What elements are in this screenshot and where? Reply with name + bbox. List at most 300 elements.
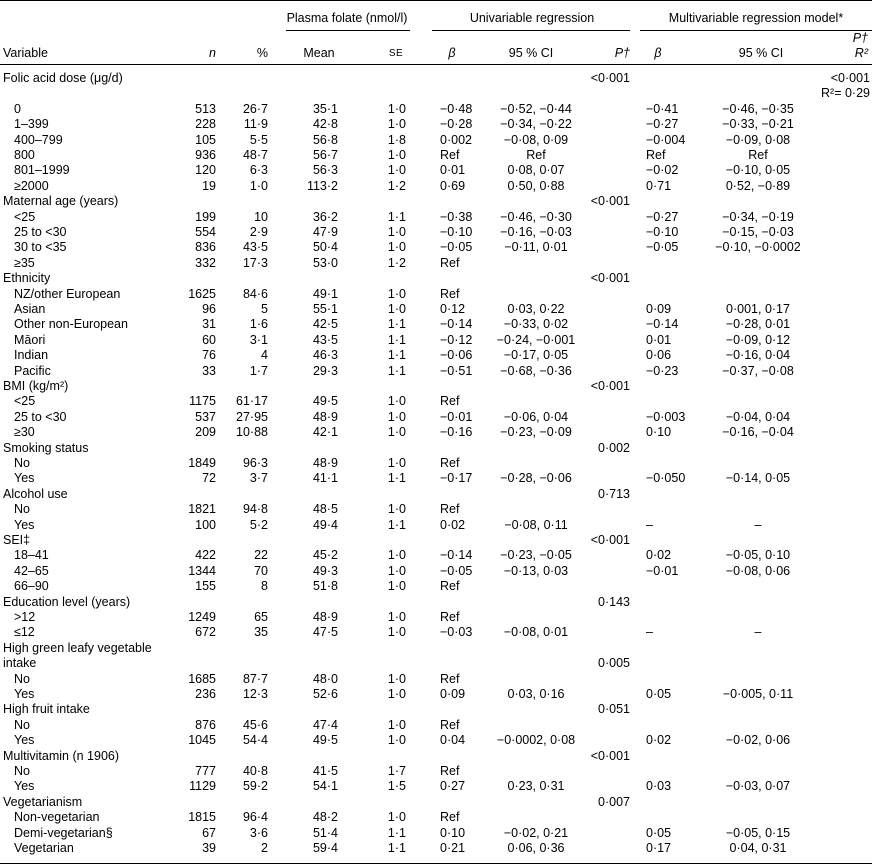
cell-n: 1175 xyxy=(189,394,216,409)
table-row xyxy=(0,409,872,425)
cell-b1: −0·38 xyxy=(440,209,473,224)
table-row xyxy=(0,532,872,548)
cell-n: 1821 xyxy=(188,502,216,517)
cell-n: 1045 xyxy=(188,733,216,748)
row-label: <25 xyxy=(14,394,36,409)
cell-pct: 35 xyxy=(254,625,268,640)
cell-pct: 65 xyxy=(254,610,268,624)
cell-pct: 27·95 xyxy=(236,409,268,424)
cell-b1: −0·05 xyxy=(440,240,473,255)
cell-n: 209 xyxy=(195,425,216,440)
cell-b1: −0·14 xyxy=(440,317,473,332)
cell-se: 1·0 xyxy=(387,579,406,594)
cell-se: 1·0 xyxy=(387,717,406,732)
table-row xyxy=(0,486,872,502)
cell-ci1: −0·46, −0·30 xyxy=(500,209,572,224)
row-label: 0 xyxy=(14,101,21,116)
cell-ci1: −0·23, −0·05 xyxy=(500,548,572,563)
cell-b2: −0·41 xyxy=(646,101,679,116)
bottom-rule xyxy=(0,863,872,864)
row-label: 801–1999 xyxy=(14,163,70,178)
cell-ci1: Ref xyxy=(526,148,546,162)
cell-b1: 0·10 xyxy=(440,825,466,840)
row-label: Folic acid dose (μg/d) xyxy=(3,71,123,85)
cell-mean: 51·8 xyxy=(312,579,338,594)
cell-mean: 41·5 xyxy=(312,764,338,778)
cell-pct: 70 xyxy=(254,563,268,578)
cell-n: 777 xyxy=(195,764,216,778)
cell-mean: 47·9 xyxy=(312,225,338,239)
table-row xyxy=(0,717,872,733)
cell-pct: 96·4 xyxy=(242,810,268,825)
cell-se: 1·1 xyxy=(387,332,406,347)
cell-mean: 48·5 xyxy=(312,502,338,517)
table-row xyxy=(0,147,872,163)
header-univariable: Univariable regression xyxy=(469,11,595,25)
row-label: 30 to <35 xyxy=(14,240,67,255)
col-n-header: n xyxy=(209,46,216,60)
table-row xyxy=(0,424,872,440)
table-row xyxy=(0,517,872,533)
cell-pct: 84·6 xyxy=(242,286,268,301)
cell-pct: 12·3 xyxy=(242,687,268,701)
table-row xyxy=(0,347,872,363)
table-row xyxy=(0,655,872,671)
cell-se: 1·0 xyxy=(387,117,406,132)
cell-b1: 0·002 xyxy=(440,132,472,147)
row-label: Ethnicity xyxy=(3,271,51,286)
cell-mean: 36·2 xyxy=(312,209,338,224)
cell-mean: 42·1 xyxy=(312,425,338,440)
cell-n: 936 xyxy=(195,148,216,162)
cell-b1: −0·12 xyxy=(440,332,473,347)
table-row xyxy=(0,116,872,132)
cell-n: 100 xyxy=(195,517,216,532)
cell-pct: 61·17 xyxy=(236,394,268,409)
row-label: Yes xyxy=(14,517,35,532)
row-label: Alcohol use xyxy=(3,486,68,501)
cell-ci2: −0·005, 0·11 xyxy=(722,687,794,701)
cell-ci2: Ref xyxy=(748,148,768,162)
cell-p: 0·002 xyxy=(598,440,630,455)
table-row xyxy=(0,686,872,702)
row-label: Yes xyxy=(14,733,35,748)
cell-pct: 2·9 xyxy=(249,225,268,239)
cell-mean: 56·7 xyxy=(312,148,338,162)
cell-n: 76 xyxy=(202,348,216,363)
col-ci-multi-header: 95 % CI xyxy=(738,46,784,60)
cell-ci1: −0·08, 0·09 xyxy=(503,132,569,147)
cell-ci1: −0·33, 0·02 xyxy=(503,317,569,332)
cell-b1: 0·02 xyxy=(440,517,466,532)
cell-b1: −0·03 xyxy=(440,625,473,640)
table-row xyxy=(0,270,872,286)
cell-se: 1·0 xyxy=(387,625,406,640)
table-row xyxy=(0,178,872,194)
cell-mean: 52·6 xyxy=(312,687,338,701)
cell-ci2: −0·04, 0·04 xyxy=(725,409,791,424)
cell-pct: 94·8 xyxy=(242,502,268,517)
row-label: Pacific xyxy=(14,363,51,378)
cell-se: 1·0 xyxy=(387,425,406,440)
cell-ci1: −0·16, −0·03 xyxy=(500,225,572,239)
table-row xyxy=(0,825,872,841)
cell-pm: R²= 0·29 xyxy=(821,86,870,101)
row-label: 25 to <30 xyxy=(14,409,67,424)
cell-mean: 48·2 xyxy=(312,810,338,825)
cell-b1: Ref xyxy=(440,148,460,162)
cell-se: 1·0 xyxy=(387,456,406,470)
cell-ci2: −0·08, 0·06 xyxy=(725,563,791,578)
cell-mean: 56·8 xyxy=(312,132,338,147)
cell-b1: Ref xyxy=(440,502,460,517)
table-row xyxy=(0,563,872,579)
cell-b2: – xyxy=(646,625,653,640)
row-label: No xyxy=(14,717,30,732)
cell-mean: 50·4 xyxy=(312,240,338,255)
cell-n: 876 xyxy=(195,717,216,732)
cell-pct: 96·3 xyxy=(242,456,268,470)
cell-n: 120 xyxy=(195,163,216,178)
cell-mean: 49·1 xyxy=(312,286,338,301)
row-label: >12 xyxy=(14,610,36,624)
cell-n: 554 xyxy=(195,225,216,239)
cell-n: 19 xyxy=(202,178,216,193)
cell-mean: 59·4 xyxy=(312,841,338,855)
col-pct-header: % xyxy=(256,46,268,60)
cell-se: 1·8 xyxy=(387,132,406,147)
cell-ci1: −0·28, −0·06 xyxy=(500,471,572,486)
table-row xyxy=(0,301,872,317)
cell-ci2: −0·15, −0·03 xyxy=(722,225,794,239)
cell-se: 1·2 xyxy=(387,178,406,193)
row-label: Māori xyxy=(14,332,46,347)
cell-ci2: −0·34, −0·19 xyxy=(722,209,794,224)
cell-pct: 45·6 xyxy=(242,717,268,732)
cell-pct: 48·7 xyxy=(242,148,268,162)
cell-p: 0·005 xyxy=(598,656,630,671)
cell-b2: 0·05 xyxy=(646,825,672,840)
cell-n: 537 xyxy=(195,409,216,424)
cell-pct: 1·0 xyxy=(249,178,268,193)
cell-p: <0·001 xyxy=(590,271,630,286)
cell-se: 1·0 xyxy=(387,394,406,409)
cell-se: 1·1 xyxy=(387,363,406,378)
cell-p: 0·007 xyxy=(598,794,630,809)
col-r2-multi-header: R² xyxy=(854,46,868,60)
row-label: <25 xyxy=(14,209,36,224)
cell-se: 1·1 xyxy=(387,825,406,840)
row-label: No xyxy=(14,764,30,778)
cell-ci1: −0·08, 0·11 xyxy=(504,517,568,532)
cell-se: 1·1 xyxy=(387,471,406,486)
cell-n: 836 xyxy=(195,240,216,255)
cell-mean: 55·1 xyxy=(312,302,338,316)
cell-se: 1·0 xyxy=(387,225,406,239)
cell-se: 1·5 xyxy=(387,779,406,794)
cell-b1: −0·17 xyxy=(440,471,473,486)
row-label: Multivitamin (n 1906) xyxy=(3,748,120,763)
cell-mean: 48·0 xyxy=(312,671,338,686)
table-row xyxy=(0,193,872,209)
cell-b2: −0·05 xyxy=(646,240,679,255)
cell-ci1: −0·02, 0·21 xyxy=(503,825,569,840)
cell-b2: −0·003 xyxy=(646,409,686,424)
cell-se: 1·0 xyxy=(387,733,406,748)
table-row xyxy=(0,378,872,394)
cell-pct: 11·9 xyxy=(243,117,268,132)
cell-n: 199 xyxy=(195,209,216,224)
cell-ci1: −0·08, 0·01 xyxy=(503,625,569,640)
cell-b1: −0·14 xyxy=(440,548,473,563)
cell-b1: Ref xyxy=(440,810,460,825)
cell-ci2: 0·52, −0·89 xyxy=(725,178,791,193)
cell-n: 1625 xyxy=(188,286,216,301)
cell-n: 33 xyxy=(202,363,216,378)
col-p-multi-header: P† xyxy=(852,31,868,45)
row-label: Demi-vegetarian§ xyxy=(14,825,113,840)
cell-ci1: −0·13, 0·03 xyxy=(503,563,569,578)
table-row xyxy=(0,132,872,148)
cell-pct: 8 xyxy=(261,579,268,594)
cell-pct: 1·7 xyxy=(249,363,268,378)
cell-mean: 53·0 xyxy=(312,255,338,270)
cell-n: 67 xyxy=(202,825,216,840)
cell-n: 1344 xyxy=(188,563,216,578)
row-label: 42–65 xyxy=(14,563,49,578)
cell-n: 422 xyxy=(195,548,216,563)
cell-n: 105 xyxy=(195,132,216,147)
cell-ci2: −0·05, 0·10 xyxy=(725,548,791,563)
table-row xyxy=(0,162,872,178)
cell-b2: 0·02 xyxy=(646,733,672,748)
table-row xyxy=(0,316,872,332)
cell-se: 1·7 xyxy=(387,764,406,778)
cell-b2: 0·01 xyxy=(646,332,672,347)
cell-pct: 59·2 xyxy=(242,779,268,794)
cell-mean: 49·4 xyxy=(312,517,338,532)
cell-b2: −0·27 xyxy=(646,117,679,132)
row-label: No xyxy=(14,502,30,517)
cell-ci1: −0·34, −0·22 xyxy=(500,117,572,132)
table-row xyxy=(0,255,872,271)
row-label: Yes xyxy=(14,687,35,701)
cell-n: 1849 xyxy=(188,456,216,470)
table-row xyxy=(0,609,872,625)
cell-b1: 0·27 xyxy=(440,779,466,794)
cell-p: <0·001 xyxy=(590,748,630,763)
cell-b2: −0·01 xyxy=(646,563,679,578)
cell-pm: <0·001 xyxy=(830,71,870,85)
cell-b2: Ref xyxy=(646,148,666,162)
table-row xyxy=(0,501,872,517)
row-label: ≥2000 xyxy=(14,178,49,193)
top-rule xyxy=(0,0,872,1)
cell-b2: 0·02 xyxy=(646,548,672,563)
row-label: BMI (kg/m²) xyxy=(3,379,69,393)
row-label: Maternal age (years) xyxy=(3,194,119,209)
cell-ci1: 0·23, 0·31 xyxy=(507,779,565,794)
cell-se: 1·0 xyxy=(387,563,406,578)
table-row xyxy=(0,224,872,240)
cell-se: 1·2 xyxy=(387,255,406,270)
cell-se: 1·0 xyxy=(387,687,406,701)
cell-b2: 0·10 xyxy=(646,425,672,440)
cell-se: 1·0 xyxy=(387,240,406,255)
cell-b1: −0·51 xyxy=(440,363,473,378)
cell-mean: 49·5 xyxy=(312,733,338,748)
cell-b1: −0·06 xyxy=(440,348,473,363)
cell-mean: 42·8 xyxy=(312,117,338,132)
cell-pct: 5 xyxy=(261,302,268,316)
cell-ci1: 0·03, 0·16 xyxy=(507,687,565,701)
row-label: Indian xyxy=(14,348,49,363)
cell-n: 155 xyxy=(195,579,216,594)
cell-ci2: −0·09, 0·08 xyxy=(725,132,791,147)
cell-n: 72 xyxy=(202,471,216,486)
cell-ci1: 0·08, 0·07 xyxy=(507,163,565,178)
cell-se: 1·1 xyxy=(387,348,406,363)
cell-mean: 56·3 xyxy=(312,163,338,178)
row-label: 1–399 xyxy=(14,117,49,132)
table-row xyxy=(0,393,872,409)
cell-mean: 51·4 xyxy=(312,825,338,840)
cell-b2: −0·02 xyxy=(646,163,679,178)
row-label: NZ/other European xyxy=(14,286,121,301)
cell-pct: 5·5 xyxy=(249,132,268,147)
cell-b1: Ref xyxy=(440,394,460,409)
cell-mean: 48·9 xyxy=(312,610,338,624)
row-label: Non-vegetarian xyxy=(14,810,100,825)
row-label: Asian xyxy=(14,302,46,316)
table-row xyxy=(0,209,872,225)
cell-n: 236 xyxy=(195,687,216,701)
cell-n: 39 xyxy=(202,841,216,855)
table-row xyxy=(0,778,872,794)
col-ci-uni-header: 95 % CI xyxy=(508,46,554,60)
cell-ci2: −0·02, 0·06 xyxy=(725,733,791,748)
table-row xyxy=(0,440,872,456)
cell-ci2: −0·33, −0·21 xyxy=(722,117,794,132)
cell-se: 1·1 xyxy=(387,209,406,224)
cell-ci2: −0·10, −0·0002 xyxy=(715,240,801,255)
table-row xyxy=(0,809,872,825)
cell-p: 0·051 xyxy=(598,702,630,717)
cell-ci2: −0·05, 0·15 xyxy=(725,825,791,840)
cell-pct: 10·88 xyxy=(236,425,268,440)
row-label: High fruit intake xyxy=(3,702,90,717)
cell-b2: −0·10 xyxy=(646,225,679,239)
cell-pct: 43·5 xyxy=(242,240,268,255)
cell-pct: 4 xyxy=(261,348,268,363)
cell-p: <0·001 xyxy=(590,379,630,393)
cell-ci1: −0·0002, 0·08 xyxy=(496,733,576,748)
cell-ci2: −0·46, −0·35 xyxy=(722,101,794,116)
col-mean-header: Mean xyxy=(303,46,335,60)
row-label: Vegetarian xyxy=(14,841,74,855)
table-row xyxy=(0,794,872,810)
cell-ci2: 0·001, 0·17 xyxy=(726,302,790,316)
cell-ci1: −0·17, 0·05 xyxy=(503,348,569,363)
cell-ci1: −0·11, 0·01 xyxy=(504,240,568,255)
cell-n: 228 xyxy=(195,117,216,132)
row-label: 18–41 xyxy=(14,548,49,563)
cell-se: 1·0 xyxy=(387,610,406,624)
cell-b1: 0·69 xyxy=(440,178,466,193)
cell-ci2: −0·16, −0·04 xyxy=(722,425,794,440)
cell-mean: 47·5 xyxy=(312,625,338,640)
cell-mean: 43·5 xyxy=(312,332,338,347)
row-label: 800 xyxy=(14,148,35,162)
cell-b1: −0·28 xyxy=(440,117,473,132)
cell-b2: −0·14 xyxy=(646,317,679,332)
cell-mean: 46·3 xyxy=(312,348,338,363)
cell-ci2: −0·14, 0·05 xyxy=(725,471,791,486)
cell-b2: 0·71 xyxy=(646,178,672,193)
cell-pct: 5·2 xyxy=(249,517,268,532)
cell-pct: 54·4 xyxy=(242,733,268,748)
table-row xyxy=(0,286,872,302)
cell-pct: 3·6 xyxy=(249,825,268,840)
col-variable-header: Variable xyxy=(3,46,48,60)
cell-n: 96 xyxy=(202,302,216,316)
table-row xyxy=(0,594,872,610)
cell-se: 1·0 xyxy=(387,671,406,686)
cell-ci2: −0·16, 0·04 xyxy=(725,348,791,363)
cell-b1: Ref xyxy=(440,579,460,594)
cell-ci1: −0·23, −0·09 xyxy=(500,425,572,440)
cell-b1: −0·16 xyxy=(440,425,473,440)
cell-ci1: −0·68, −0·36 xyxy=(500,363,572,378)
table-row xyxy=(0,332,872,348)
table-row xyxy=(0,701,872,717)
cell-se: 1·0 xyxy=(387,548,406,563)
cell-se: 1·0 xyxy=(387,810,406,825)
cell-b1: 0·12 xyxy=(440,302,466,316)
cell-pct: 40·8 xyxy=(242,764,268,778)
cell-n: 1249 xyxy=(188,610,216,624)
table-row xyxy=(0,671,872,687)
cell-b1: −0·10 xyxy=(440,225,473,239)
table-row xyxy=(0,640,872,656)
table-row xyxy=(0,748,872,764)
table-row xyxy=(0,547,872,563)
cell-se: 1·1 xyxy=(387,517,406,532)
row-label: ≥30 xyxy=(14,425,35,440)
cell-se: 1·0 xyxy=(387,286,406,301)
cell-p: <0·001 xyxy=(590,71,630,85)
header-bottom-rule xyxy=(0,64,872,65)
cell-ci2: – xyxy=(754,625,762,640)
row-label: 400–799 xyxy=(14,132,63,147)
table-row xyxy=(0,470,872,486)
cell-ci2: 0·04, 0·31 xyxy=(729,841,787,855)
cell-se: 1·1 xyxy=(387,841,406,855)
cell-pct: 10 xyxy=(254,209,268,224)
row-label: intake xyxy=(3,656,37,671)
cell-n: 1815 xyxy=(188,810,216,825)
cell-ci2: −0·37, −0·08 xyxy=(722,363,794,378)
cell-n: 513 xyxy=(195,101,216,116)
cell-se: 1·0 xyxy=(387,502,406,517)
cell-se: 1·0 xyxy=(387,101,406,116)
cell-pct: 6·3 xyxy=(249,163,268,178)
cell-pct: 26·7 xyxy=(242,101,268,116)
cell-mean: 29·3 xyxy=(312,363,338,378)
row-label: ≥35 xyxy=(14,255,35,270)
cell-mean: 48·9 xyxy=(312,409,338,424)
row-label: No xyxy=(14,671,30,686)
